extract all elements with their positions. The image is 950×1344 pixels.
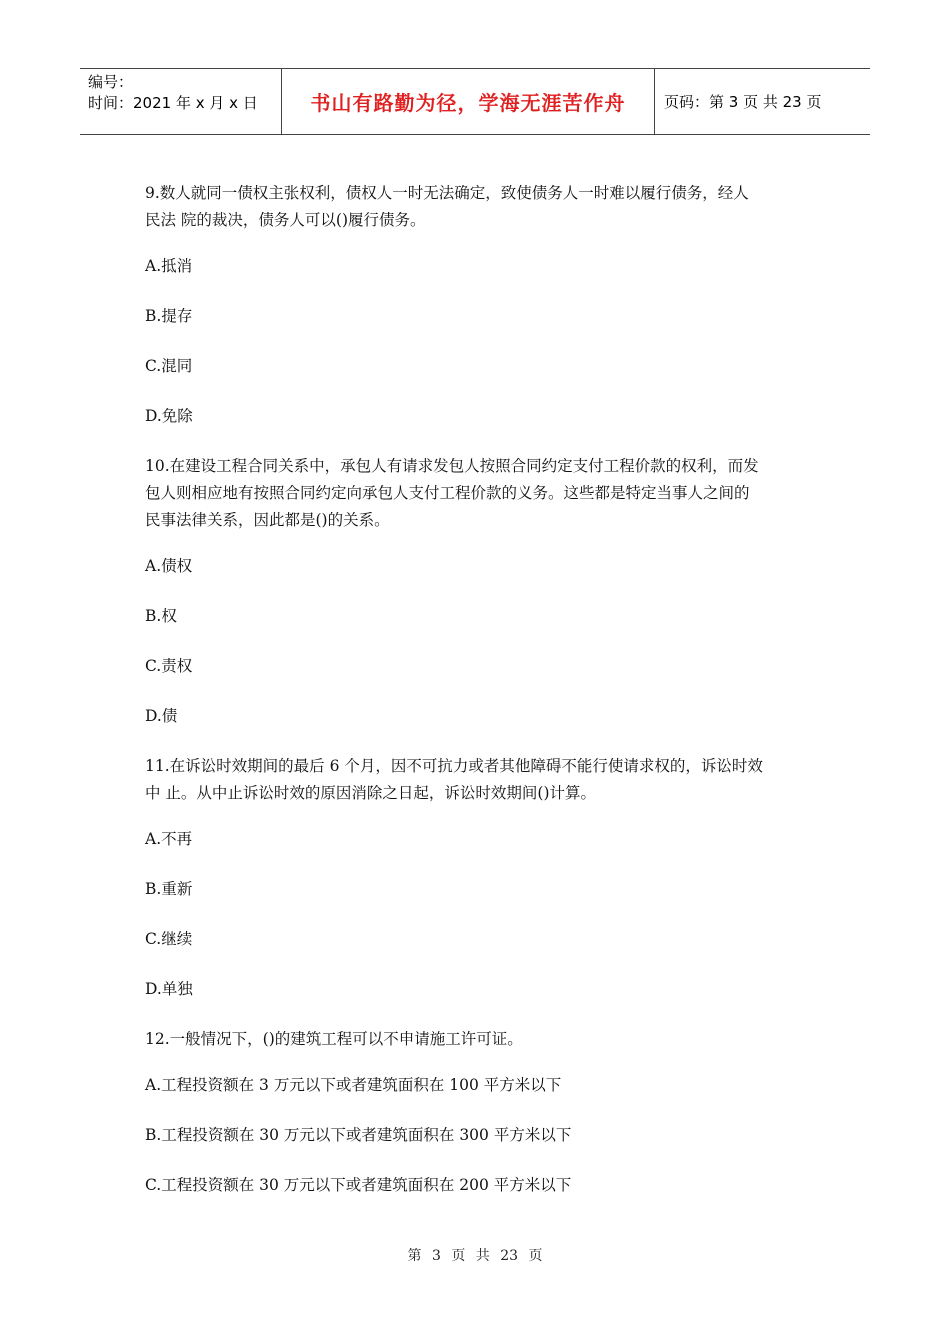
question-text-line: 包人则相应地有按照合同约定向承包人支付工程价款的义务。这些都是特定当事人之间的 [145, 484, 750, 502]
option-c: C.工程投资额在 30 万元以下或者建筑面积在 200 平方米以下 [145, 1176, 572, 1194]
footer-label: 页 [528, 1248, 543, 1264]
footer-total-pages: 23 [500, 1248, 519, 1264]
footer-label: 共 [475, 1248, 490, 1264]
option-d: D.免除 [145, 407, 193, 425]
footer-label: 页 [451, 1248, 466, 1264]
question-text-line: 11.在诉讼时效期间的最后 6 个月，因不可抗力或者其他障碍不能行使请求权的，诉讼时效 [145, 757, 763, 775]
option-d: D.债 [145, 707, 178, 725]
question-text-line: 9.数人就同一债权主张权利，债权人一时无法确定，致使债务人一时难以履行债务，经人 [145, 184, 749, 202]
header-page-info: 页码：第 3 页 共 23 页 [664, 93, 822, 111]
header-motto: 书山有路勤为径，学海无涯苦作舟 [282, 69, 655, 134]
footer-label: 第 [407, 1248, 422, 1264]
document-number-label: 编号： [88, 73, 134, 91]
page-footer [0, 1245, 950, 1265]
option-a: A.工程投资额在 3 万元以下或者建筑面积在 100 平方米以下 [145, 1076, 562, 1094]
option-b: B.权 [145, 607, 177, 625]
question-list [145, 180, 810, 1222]
question-text-line: 民事法律关系，因此都是()的关系。 [145, 511, 390, 529]
question-text-line: 民法 院的裁决，债务人可以()履行债务。 [145, 211, 426, 229]
question-12 [145, 1026, 810, 1053]
option-c: C.继续 [145, 930, 193, 948]
header-meta [80, 69, 282, 134]
option-c: C.混同 [145, 357, 193, 375]
option-c: C.责权 [145, 657, 193, 675]
question-9 [145, 180, 810, 234]
question-text-line: 12.一般情况下，()的建筑工程可以不申请施工许可证。 [145, 1030, 523, 1048]
question-11 [145, 753, 810, 807]
option-b: B.提存 [145, 307, 193, 325]
page-header [80, 68, 870, 135]
footer-page-number: 3 [431, 1248, 441, 1264]
document-date: 时间：2021 年 x 月 x 日 [88, 94, 258, 112]
question-text-line: 10.在建设工程合同关系中，承包人有请求发包人按照合同约定支付工程价款的权利，而发 [145, 457, 759, 475]
question-text-line: 中 止。从中止诉讼时效的原因消除之日起，诉讼时效期间()计算。 [145, 784, 597, 802]
option-b: B.工程投资额在 30 万元以下或者建筑面积在 300 平方米以下 [145, 1126, 572, 1144]
option-d: D.单独 [145, 980, 193, 998]
option-b: B.重新 [145, 880, 193, 898]
question-10 [145, 453, 810, 534]
option-a: A.债权 [145, 557, 193, 575]
option-a: A.抵消 [145, 257, 193, 275]
option-a: A.不再 [145, 830, 193, 848]
